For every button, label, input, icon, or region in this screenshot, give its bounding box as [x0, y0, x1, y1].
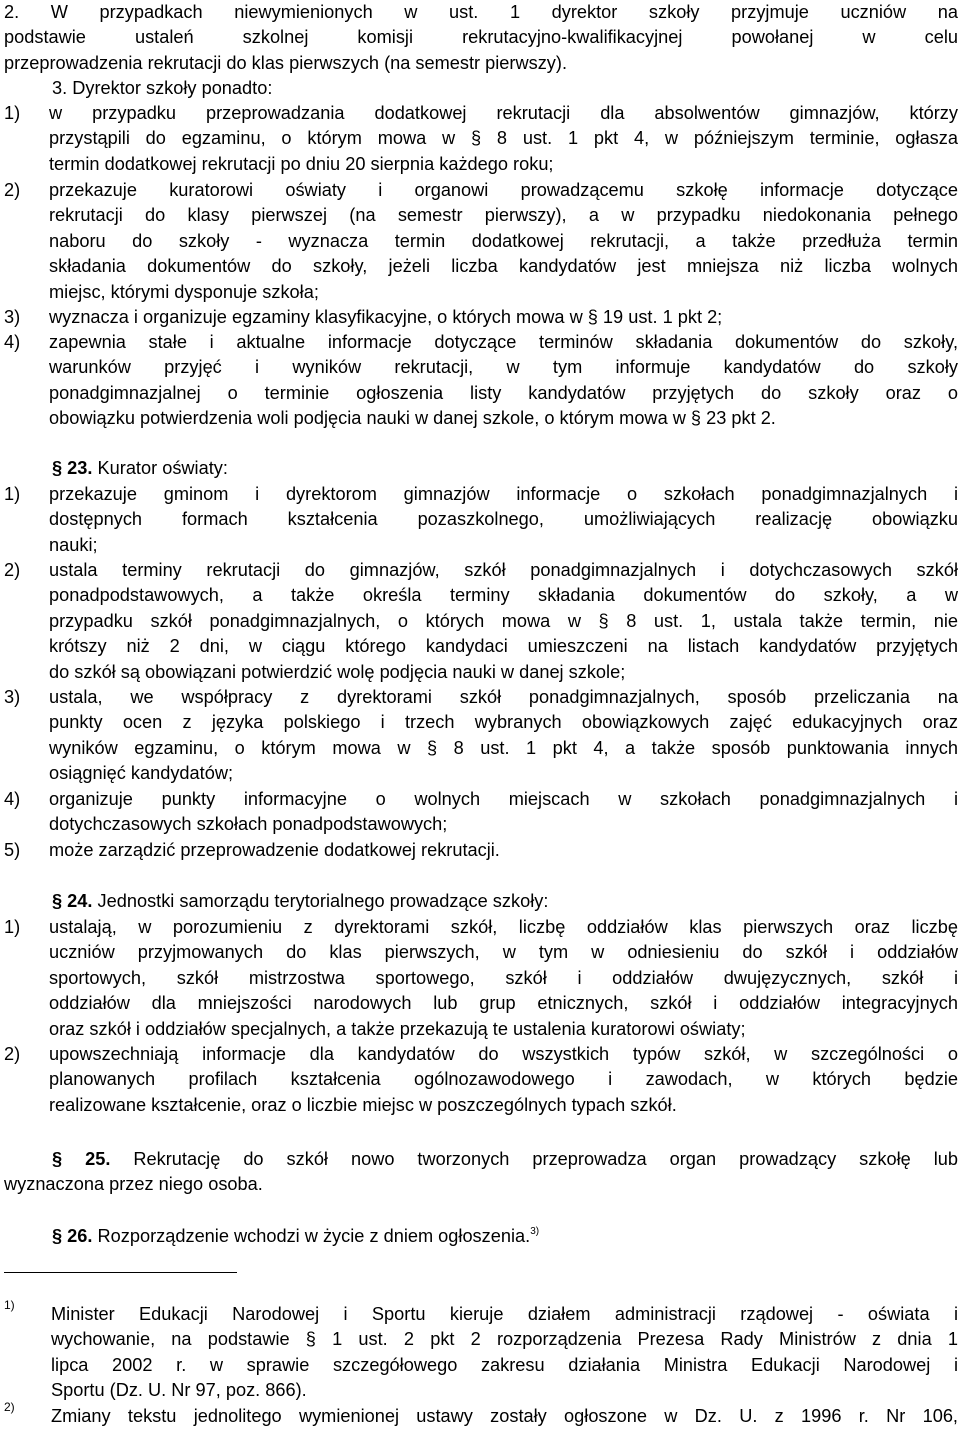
text-line: sportowych, szkół mistrzostwa sportowego, szkół i oddziałów dwujęzycznych, szkół i — [49, 967, 958, 988]
section-25 — [4, 1147, 958, 1198]
text-line: realizowane kształcenie, oraz o liczbie miejsc w poszczególnych typach szkół. — [49, 1094, 677, 1115]
item-number: 1) — [4, 103, 21, 123]
text-line: przekazuje gminom i dyrektorom gimnazjów informacje o szkołach ponadgimnazjalnych i — [49, 484, 958, 504]
footnote-separator — [4, 1272, 237, 1273]
section-number: § 24. — [52, 891, 93, 911]
item-number: 1) — [4, 917, 21, 937]
section-intro: Kurator oświaty: — [97, 458, 228, 478]
section-number: § 26. — [52, 1226, 93, 1246]
text-line: punkty ocen z języka polskiego i trzech wybranych obowiązkowych zajęć edukacyjnych oraz — [49, 712, 958, 733]
text-line: organizuje punkty informacyjne o wolnych miejscach w szkołach ponadgimnazjalnych i — [49, 789, 958, 809]
item-number: 4) — [4, 789, 21, 809]
text-line: wychowanie, na podstawie § 1 ust. 2 pkt 2 rozporządzenia Prezesa Rady Ministrów z dnia 1 — [51, 1329, 958, 1350]
text-line: planowanych profilach kształcenia ogólnozawodowego i zawodach, w których będzie — [49, 1069, 958, 1090]
text-line: 2. W przypadkach niewymienionych w ust. 1 dyrektor szkoły przyjmuje uczniów na — [4, 2, 958, 22]
text-line: Zmiany tekstu jednolitego wymienionej ustawy zostały ogłoszone w Dz. U. z 1996 r. Nr 106, — [51, 1406, 958, 1426]
text-line: warunków przyjęć i wyników rekrutacji, w tym informuje kandydatów do szkoły — [49, 357, 958, 378]
text-line: Sportu (Dz. U. Nr 97, poz. 866). — [51, 1380, 307, 1401]
text-line: dostępnych formach kształcenia pozaszkolnego, umożliwiających realizację obowiązku — [49, 509, 958, 530]
text-line: obowiązku potwierdzenia woli podjęcia nauki w danej szkole, o którym mowa w § 23 pkt 2. — [49, 408, 776, 429]
item-number: 5) — [4, 840, 21, 860]
text-line: miejsc, którymi dysponuje szkoła; — [49, 281, 319, 302]
text-line: może zarządzić przeprowadzenie dodatkowej rekrutacji. — [49, 840, 500, 860]
item-number: 2) — [4, 1044, 21, 1064]
text-line: przeprowadzenia rekrutacji do klas pierwszych (na semestr pierwszy). — [4, 52, 568, 73]
text-line: wyznaczona przez niego osoba. — [4, 1174, 263, 1195]
item-number: 2) — [4, 560, 21, 580]
text-line: dotychczasowych szkołach ponadpodstawowych; — [49, 814, 448, 835]
text-line: zapewnia stałe i aktualne informacje dotyczące terminów składania dokumentów do szkoły, — [49, 332, 958, 352]
text-line: rekrutacji do klasy pierwszej (na semestr pierwszy), a w przypadku niedokonania pełnego — [49, 205, 958, 226]
text-line: ustala terminy rekrutacji do gimnazjów, szkół ponadgimnazjalnych i dotychczasowych szkół — [49, 560, 958, 580]
text-line: nauki; — [49, 534, 98, 555]
text-line: wyznacza i organizuje egzaminy klasyfikacyjne, o których mowa w § 19 ust. 1 pkt 2; — [49, 307, 723, 327]
paragraph-3-intro — [4, 76, 958, 101]
text-line: Minister Edukacji Narodowej i Sportu kieruje działem administracji rządowej - oświata i — [51, 1304, 958, 1324]
item-number: 1) — [4, 484, 21, 504]
footnote-reference[interactable]: 3) — [530, 1226, 540, 1237]
text-line: do szkół są obowiązani potwierdzić wolę podjęcia nauki w danej szkole; — [49, 661, 626, 682]
text-line: podstawie ustaleń szkolnej komisji rekrutacyjno-kwalifikacyjnej powołanej w celu — [4, 27, 958, 48]
text-line: przystąpili do egzaminu, o którym mowa w § 8 ust. 1 pkt 4, w późniejszym terminie, ogłasza — [49, 128, 958, 149]
section-intro: Jednostki samorządu terytorialnego prowadzące szkoły: — [97, 891, 549, 911]
text-line: 3. Dyrektor szkoły ponadto: — [52, 78, 273, 98]
text-line: lipca 2002 r. w sprawie szczegółowego zakresu działania Ministra Edukacji Narodowej i — [51, 1354, 958, 1375]
section-number: § 23. — [52, 458, 93, 478]
section-24-heading — [4, 889, 958, 914]
section-text: Rekrutację do szkół nowo tworzonych przeprowadza organ prowadzący szkołę lub — [133, 1149, 958, 1169]
text-line: naboru do szkoły - wyznacza termin dodatkowej rekrutacji, a także przedłuża termin — [49, 230, 958, 251]
text-line: osiągnięć kandydatów; — [49, 763, 234, 784]
text-line: przypadku szkół ponadgimnazjalnych, o których mowa w § 8 ust. 1, ustala także termin, nie — [49, 610, 958, 631]
text-line: ponadpodstawowych, a także określa terminy składania dokumentów do szkoły, a w — [49, 585, 958, 606]
text-line: termin dodatkowej rekrutacji po dniu 20 sierpnia każdego roku; — [49, 153, 554, 174]
section-number: § 25. — [52, 1149, 111, 1169]
item-number: 2) — [4, 180, 21, 200]
text-line: oddziałów dla mniejszości narodowych lub grup etnicznych, szkół i oddziałów integracyjnych — [49, 993, 958, 1014]
text-line: upowszechniają informacje dla kandydatów do wszystkich typów szkół, w szczególności o — [49, 1044, 958, 1064]
section-text: Rozporządzenie wchodzi w życie z dniem ogłoszenia. — [97, 1226, 531, 1246]
footnote-mark: 1) — [4, 1298, 15, 1312]
section-23-heading — [4, 456, 958, 481]
text-line: składania dokumentów do szkoły, jeżeli liczba kandydatów jest mniejsza niż liczba wolnych — [49, 256, 958, 277]
text-line: ustalają, w porozumieniu z dyrektorami szkół, liczbę oddziałów klas pierwszych oraz liczbę — [49, 917, 958, 937]
text-line: ponadgimnazjalnej o terminie ogłoszenia listy kandydatów przyjętych do szkoły oraz o — [49, 382, 958, 403]
item-number: 3) — [4, 307, 21, 327]
text-line: krótszy niż 2 dni, w ciągu którego kandydaci umieszczeni na listach kandydatów przyjętych — [49, 636, 958, 657]
text-line: ustala, we współpracy z dyrektorami szkół ponadgimnazjalnych, sposób przeliczania na — [49, 687, 958, 707]
footnote-mark: 2) — [4, 1400, 15, 1414]
text-line: wyników egzaminu, o którym mowa w § 8 ust. 1 pkt 4, a także sposób punktowania innych — [49, 737, 958, 758]
text-line: przekazuje kuratorowi oświaty i organowi prowadzącemu szkołę informacje dotyczące — [49, 180, 958, 200]
paragraph-2 — [4, 0, 958, 76]
text-line: uczniów przyjmowanych do klas pierwszych, w tym w odniesieniu do szkół i oddziałów — [49, 942, 958, 963]
section-26 — [4, 1224, 958, 1249]
text-line: oraz szkół i oddziałów specjalnych, a także przekazują te ustalenia kuratorowi oświaty; — [49, 1018, 746, 1039]
text-line: w przypadku przeprowadzania dodatkowej rekrutacji dla absolwentów gimnazjów, którzy — [49, 103, 958, 123]
item-number: 4) — [4, 332, 21, 352]
item-number: 3) — [4, 687, 21, 707]
